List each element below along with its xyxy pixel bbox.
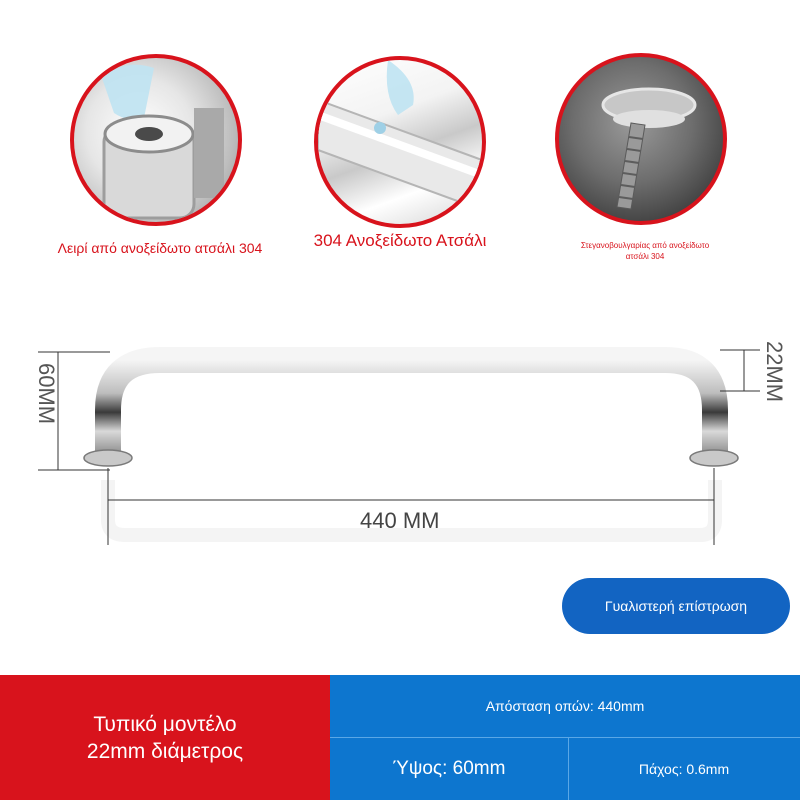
height-dimension-label: 60MM [34, 363, 59, 425]
handle-left-base [84, 450, 132, 466]
screw-closeup-illustration [559, 57, 723, 221]
caption-base: Λειρί από ανοξείδωτο ατσάλι 304 [57, 240, 263, 256]
tube-closeup-illustration [318, 60, 482, 224]
handle-bar [108, 360, 715, 455]
model-label: Τυπικό μοντέλο 22mm διάμετρος [86, 712, 244, 763]
specs-panel [330, 675, 800, 800]
detail-circle-base [70, 54, 242, 226]
hole-distance-spec: Απόσταση οπών: 440mm [330, 675, 800, 738]
thickness-spec: Πάχος: 0.6mm [638, 760, 730, 777]
detail-circle-screw [555, 53, 727, 225]
model-panel [0, 675, 330, 800]
finish-badge: Γυαλιστερή επίστρωση [562, 578, 790, 634]
length-dimension-label: 440 MM [360, 508, 440, 533]
height-spec: Ύψος: 60mm [330, 737, 569, 800]
handle-right-base [690, 450, 738, 466]
caption-material: 304 Ανοξείδωτο Ατσάλι [313, 231, 487, 250]
base-closeup-illustration [74, 58, 238, 222]
diameter-dimension-label: 22MM [762, 341, 787, 403]
caption-screw: Στεγανοβουλγαρίας από ανοξείδωτο ατσάλι 304 [580, 241, 710, 261]
detail-circle-material [314, 56, 486, 228]
